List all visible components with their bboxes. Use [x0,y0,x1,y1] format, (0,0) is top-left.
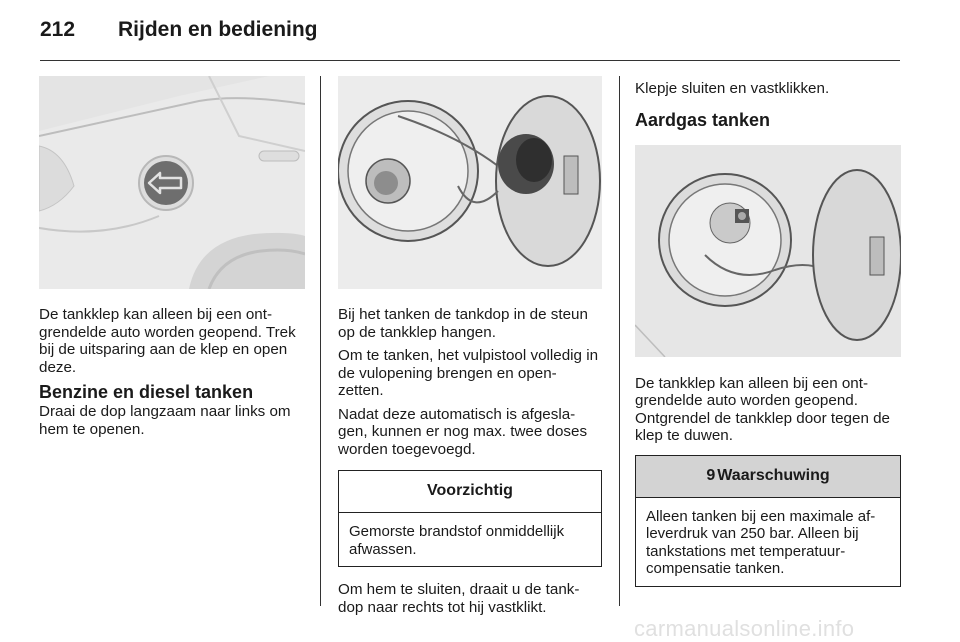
column-divider-2 [619,76,620,606]
page-title: Rijden en bediening [118,18,318,41]
warning-title-row [636,456,900,498]
paragraph: Draai de dop langzaam naar links om hem te openen. [39,403,291,438]
caution-box [338,470,602,567]
illustration-car-side-fuel-flap [39,76,305,289]
illustration-cng-filler [635,145,901,357]
warning-body: Alleen tanken bij een maximale af-leverdruk van 250 bar. Alleen bij tankstations met temperatuur-compensatie tanken. [646,507,876,577]
page-number: 212 [40,18,76,41]
column-2 [338,76,602,622]
page-header [40,18,318,42]
paragraph: Bij het tanken de tankdop in de steun op de tankklep hangen. [338,306,588,341]
column-3 [635,76,901,601]
column-1 [39,76,305,444]
paragraph: Klepje sluiten en vastklikken. [635,80,830,97]
illustration-fuel-cap-open [338,76,602,289]
section-heading-benzine-diesel: Benzine en diesel tanken [39,382,254,402]
warning-icon: 9 [706,466,716,484]
caution-body: Gemorste brandstof onmiddellijk afwassen. [349,523,565,558]
watermark: carmanualsonline.info [634,616,855,641]
warning-title: Waarschuwing [717,466,830,484]
warning-box [635,455,901,587]
column-divider-1 [320,76,321,606]
paragraph: De tankklep kan alleen bij een ont-grendelde auto worden geopend. Trek bij de uitsparing aan de klep en open deze. [39,306,296,376]
section-heading-aardgas: Aardgas tanken [635,109,771,130]
paragraph: Om hem te sluiten, draait u de tank-dop naar rechts tot hij vastklikt. [338,581,580,616]
caution-title: Voorzichtig [339,471,601,513]
header-rule [40,60,900,61]
paragraph: Om te tanken, het vulpistool volledig in de vulopening brengen en open-zetten. [338,347,599,399]
paragraph: Nadat deze automatisch is afgesla-gen, kunnen er nog max. twee doses worden toegevoegd. [338,405,588,458]
paragraph: De tankklep kan alleen bij een ont-grendelde auto worden geopend. Ontgrendel de tankklep door tegen de klep te duwen. [635,374,890,444]
